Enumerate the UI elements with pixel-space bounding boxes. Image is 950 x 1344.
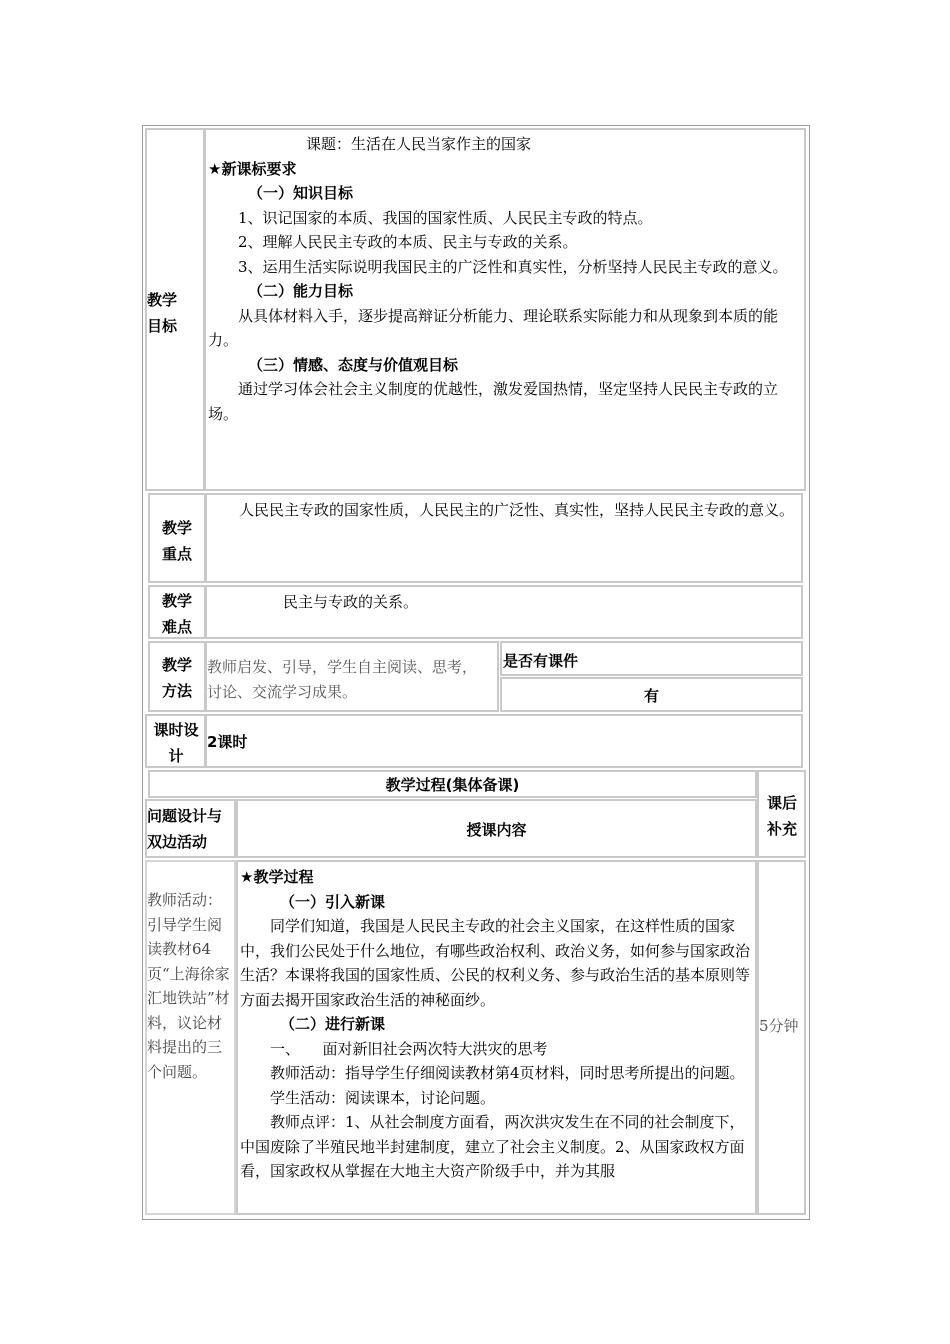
difficulties-label-cell (148, 585, 206, 639)
knowledge-item: 3、运用生活实际说明我国民主的广泛性和真实性，分析坚持人民民主专政的意义。 (238, 257, 788, 276)
period-value: 2课时 (207, 733, 248, 751)
knowledge-item: 1、识记国家的本质、我国的国家性质、人民民主专政的特点。 (238, 208, 653, 227)
difficulties-label: 教学难点 (161, 592, 192, 636)
courseware-label: 是否有课件 (503, 652, 579, 670)
activity-cell (145, 860, 236, 1215)
supplement-text: 5分钟 (759, 1017, 799, 1035)
difficulties-content-cell (205, 585, 803, 639)
content-header-cell (236, 799, 757, 858)
content-heading: ★教学过程 (240, 868, 314, 886)
intro-heading: （一）引入新课 (280, 892, 386, 911)
teacher-comment: 教师点评：1、从社会制度方面看，两次洪灾发生在不同的社会制度下，中国废除了半殖民地半封建制度，建立了社会主义制度。2、从国家政权方面看，国家政权从掌握在大地主大资产阶级手中，并为其服 (240, 1113, 745, 1180)
student-activity: 学生活动：阅读课本，讨论问题。 (270, 1088, 496, 1107)
ability-heading: （二）能力目标 (248, 282, 354, 300)
methods-label-cell (148, 641, 206, 712)
courseware-value: 有 (643, 687, 659, 705)
knowledge-heading: （一）知识目标 (248, 184, 354, 202)
supplement-header-cell (757, 770, 806, 858)
section-one-heading: 一、 面对新旧社会两次特大洪灾的思考 (270, 1039, 548, 1058)
methods-text: 教师启发、引导，学生自主阅读、思考，讨论、交流学习成果。 (207, 658, 478, 701)
difficulties-text: 民主与专政的关系。 (283, 593, 419, 611)
methods-content-cell (205, 641, 499, 712)
objectives-content-cell (204, 128, 806, 491)
methods-label: 教学方法 (161, 656, 192, 700)
emotion-heading: （三）情感、态度与价值观目标 (248, 355, 459, 374)
key-points-label: 教学重点 (161, 519, 192, 563)
standard-heading: ★新课标要求 (208, 159, 297, 178)
key-points-text: 人民民主专政的国家性质，人民民主的广泛性、真实性，坚持人民民主专政的意义。 (239, 501, 795, 519)
period-content-cell (205, 714, 803, 768)
key-points-content-cell (205, 493, 803, 583)
objectives-label: 教学目标 (147, 291, 178, 335)
ability-text: 从具体材料入手，逐步提高辩证分析能力、理论联系实际能力和从现象到本质的能力。 (208, 306, 779, 349)
supplement-header: 课后补充 (766, 794, 797, 838)
period-label-cell (145, 714, 206, 768)
courseware-label-cell (500, 641, 803, 676)
process-header: 教学过程(集体备课) (385, 776, 520, 794)
period-label: 课时设计 (153, 721, 199, 765)
supplement-cell (757, 860, 806, 1215)
emotion-text: 通过学习体会社会主义制度的优越性，激发爱国热情，坚定坚持人民民主专政的立场。 (208, 380, 779, 423)
content-header: 授课内容 (466, 821, 527, 839)
courseware-value-cell (500, 677, 803, 712)
activity-header-cell (145, 799, 236, 858)
objectives-label-cell (145, 128, 205, 491)
intro-text: 同学们知道，我国是人民民主专政的社会主义国家，在这样性质的国家中，我们公民处于什么地位，有哪些政治权利、政治义务，如何参与国家政治生活？本课将我国的国家性质、公民的权利义务、参与政治生活的基本原则等方面去揭开国家政治生活的神秘面纱。 (240, 917, 751, 1009)
new-lesson-heading: （二）进行新课 (280, 1015, 386, 1033)
activity-text: 教师活动：引导学生阅读教材64页“上海徐家汇地铁站”材料，议论材料提出的三个问题。 (147, 891, 230, 1081)
teacher-activity: 教师活动：指导学生仔细阅读教材第4页材料，同时思考所提出的问题。 (270, 1064, 745, 1082)
key-points-label-cell (148, 493, 206, 583)
process-content-cell (236, 860, 757, 1215)
lesson-title: 课题：生活在人民当家作主的国家 (306, 135, 532, 153)
knowledge-item: 2、理解人民民主专政的本质、民主与专政的关系。 (238, 233, 578, 251)
activity-header: 问题设计与双边活动 (147, 807, 223, 851)
process-header-cell (148, 770, 757, 798)
